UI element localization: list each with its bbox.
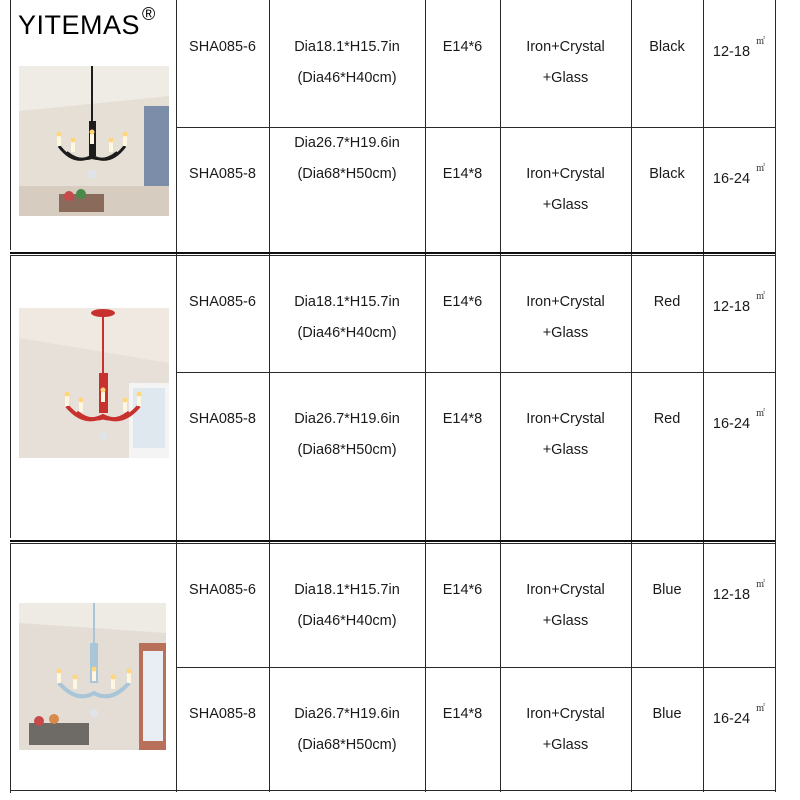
table-row-line [10,252,775,254]
area-value: 12-18 [712,43,751,60]
color-cell: Black [649,39,685,55]
blue-chandelier-photo [19,603,166,750]
table-border-left [10,543,11,793]
area-cell [703,699,775,735]
red-chandelier-photo [19,308,169,458]
material-cell: Iron+Crystal [526,294,605,310]
table-row-line [176,667,775,668]
bulb-cell: E14*6 [442,294,483,310]
model-cell: SHA085-6 [189,39,256,55]
table-row-line [10,540,775,542]
material-cell-line2: +Glass [542,197,589,213]
area-unit: ㎡ [756,36,766,46]
bulb-cell: E14*8 [442,706,483,722]
area-unit: ㎡ [756,579,766,589]
table-row-line [10,255,775,256]
table-column-line [703,0,704,792]
size-cm-cell: (Dia46*H40cm) [297,613,397,629]
area-unit: ㎡ [756,703,766,713]
area-value: 16-24 [712,710,751,727]
color-cell: Black [649,166,685,182]
table-column-line [775,0,776,792]
model-cell: SHA085-6 [189,294,256,310]
model-cell: SHA085-8 [189,166,256,182]
material-cell: Iron+Crystal [526,411,605,427]
size-cm-cell: (Dia46*H40cm) [297,325,397,341]
brand-name: YITEMAS [18,10,141,40]
model-cell: SHA085-8 [189,411,256,427]
size-inch-cell: Dia26.7*H19.6in [294,411,400,427]
color-cell: Red [653,411,681,427]
table-row-line [176,372,775,373]
size-inch-cell: Dia18.1*H15.7in [294,294,400,310]
size-cm-cell: (Dia68*H50cm) [297,442,397,458]
size-cm-cell: (Dia46*H40cm) [297,70,397,86]
size-inch-cell: Dia26.7*H19.6in [294,135,400,151]
table-row-line [176,127,775,128]
size-inch-cell: Dia26.7*H19.6in [294,706,400,722]
size-inch-cell: Dia18.1*H15.7in [294,39,400,55]
table-row-line [10,790,775,791]
model-cell: SHA085-8 [189,706,256,722]
size-cm-cell: (Dia68*H50cm) [297,737,397,753]
area-cell [703,287,775,323]
size-cm-cell: (Dia68*H50cm) [297,166,397,182]
table-border-left [10,0,11,250]
area-value: 16-24 [712,170,751,187]
table-column-line [269,0,270,792]
color-cell: Blue [652,582,682,598]
model-cell: SHA085-6 [189,582,256,598]
table-row-line [10,543,775,544]
material-cell: Iron+Crystal [526,706,605,722]
material-cell-line2: +Glass [542,613,589,629]
area-cell [703,404,775,440]
material-cell-line2: +Glass [542,325,589,341]
material-cell: Iron+Crystal [526,166,605,182]
material-cell-line2: +Glass [542,737,589,753]
color-cell: Blue [652,706,682,722]
bulb-cell: E14*8 [442,411,483,427]
area-unit: ㎡ [756,291,766,301]
area-value: 12-18 [712,298,751,315]
table-column-line [500,0,501,792]
area-value: 12-18 [712,586,751,603]
size-inch-cell: Dia18.1*H15.7in [294,582,400,598]
area-unit: ㎡ [756,408,766,418]
table-column-line [631,0,632,792]
area-cell [703,575,775,611]
table-column-line [425,0,426,792]
area-cell [703,32,775,68]
brand-logo [18,4,156,41]
table-column-line [176,0,177,792]
bulb-cell: E14*8 [442,166,483,182]
bulb-cell: E14*6 [442,39,483,55]
registered-mark: ® [142,4,156,24]
color-cell: Red [653,294,681,310]
table-border-left [10,255,11,538]
material-cell: Iron+Crystal [526,39,605,55]
area-cell [703,159,775,195]
area-unit: ㎡ [756,163,766,173]
black-chandelier-photo [19,66,169,216]
bulb-cell: E14*6 [442,582,483,598]
material-cell: Iron+Crystal [526,582,605,598]
area-value: 16-24 [712,415,751,432]
material-cell-line2: +Glass [542,442,589,458]
material-cell-line2: +Glass [542,70,589,86]
